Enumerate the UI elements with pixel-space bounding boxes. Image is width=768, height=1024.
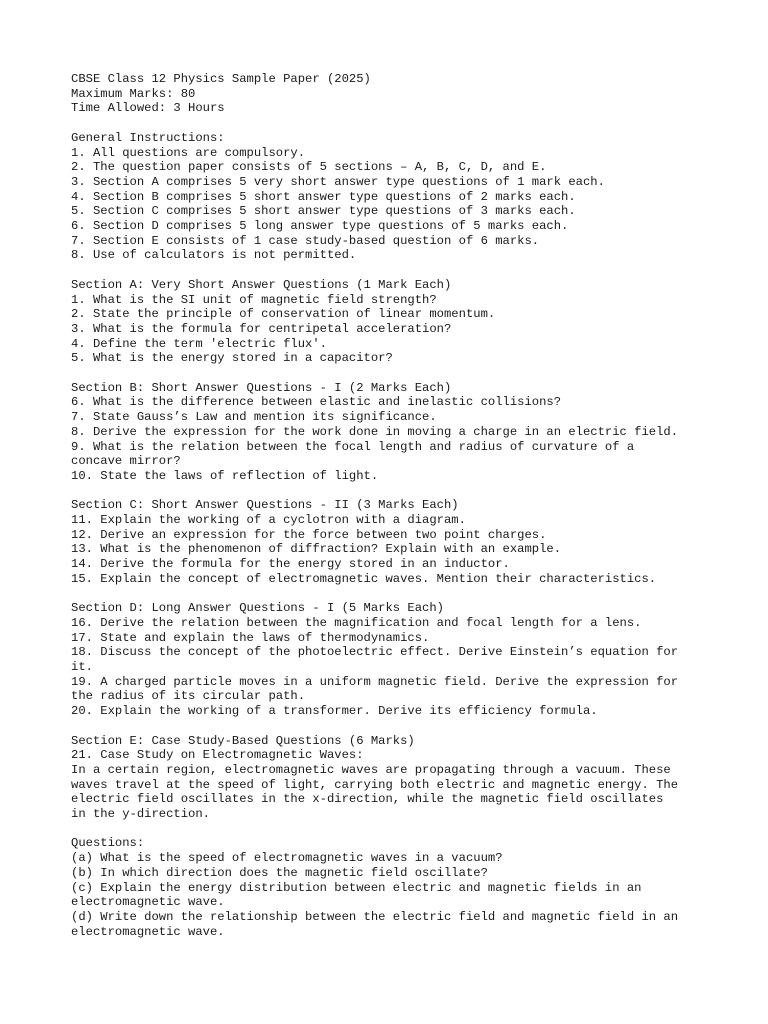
question-line: 9. What is the relation between the focal length and radius of curvature of a [71, 439, 635, 454]
question-line: 2. State the principle of conservation of linear momentum. [71, 307, 496, 322]
case-study-line: In a certain region, electromagnetic waves are propagating through a vacuum. These [71, 762, 671, 777]
paper-title: CBSE Class 12 Physics Sample Paper (2025) [71, 72, 371, 86]
question-line: 19. A charged particle moves in a uniform magnetic field. Derive the expression for [71, 674, 679, 689]
question-line: 17. State and explain the laws of thermodynamics. [71, 630, 430, 645]
section-b-heading: Section B: Short Answer Questions - I (2 Marks Each) [71, 380, 452, 395]
case-study-line: 21. Case Study on Electromagnetic Waves: [71, 748, 364, 763]
question-line: 18. Discuss the concept of the photoelectric effect. Derive Einstein’s equation for [71, 645, 679, 660]
section-a-heading: Section A: Very Short Answer Questions (1 Mark Each) [71, 277, 452, 292]
spacer [71, 366, 711, 381]
question-line: 3. What is the formula for centripetal acceleration? [71, 321, 452, 336]
questions-heading: Questions: [71, 836, 145, 851]
spacer [71, 587, 711, 602]
question-line: 1. What is the SI unit of magnetic field strength? [71, 292, 437, 307]
question-line: (d) Write down the relationship between the electric field and magnetic field in an [71, 909, 679, 924]
instruction-item: 7. Section E consists of 1 case study-based question of 6 marks. [71, 233, 540, 248]
question-line: 5. What is the energy stored in a capacitor? [71, 351, 393, 366]
time-allowed: Time Allowed: 3 Hours [71, 101, 225, 116]
question-line: concave mirror? [71, 454, 181, 469]
instruction-item: 1. All questions are compulsory. [71, 145, 306, 160]
instruction-item: 8. Use of calculators is not permitted. [71, 248, 357, 263]
question-line: electromagnetic wave. [71, 924, 225, 939]
section-b [71, 381, 711, 484]
spacer [71, 263, 711, 278]
section-e-heading: Section E: Case Study-Based Questions (6 Marks) [71, 733, 415, 748]
section-c-heading: Section C: Short Answer Questions - II (3 Marks Each) [71, 498, 459, 513]
case-study-line: waves travel at the speed of light, carrying both electric and magnetic energy. The [71, 777, 679, 792]
section-c [71, 498, 711, 586]
general-instructions [71, 131, 711, 263]
question-line: 12. Derive an expression for the force between two point charges. [71, 527, 547, 542]
section-d [71, 601, 711, 719]
question-line: 6. What is the difference between elastic and inelastic collisions? [71, 395, 562, 410]
spacer [71, 484, 711, 499]
case-study-questions [71, 836, 711, 939]
section-a [71, 278, 711, 366]
spacer [71, 719, 711, 734]
maximum-marks: Maximum Marks: 80 [71, 86, 196, 101]
instruction-item: 2. The question paper consists of 5 sections – A, B, C, D, and E. [71, 160, 547, 175]
question-line: 11. Explain the working of a cyclotron with a diagram. [71, 513, 466, 528]
question-line: (a) What is the speed of electromagnetic waves in a vacuum? [71, 851, 503, 866]
question-line: 10. State the laws of reflection of light. [71, 468, 379, 483]
question-line: it. [71, 660, 93, 675]
section-e [71, 734, 711, 822]
instructions-heading: General Instructions: [71, 130, 225, 145]
instruction-item: 6. Section D comprises 5 long answer type questions of 5 marks each. [71, 219, 569, 234]
instruction-item: 4. Section B comprises 5 short answer type questions of 2 marks each. [71, 189, 576, 204]
question-line: 14. Derive the formula for the energy stored in an inductor. [71, 557, 510, 572]
question-line: electromagnetic wave. [71, 895, 225, 910]
question-line: 13. What is the phenomenon of diffraction? Explain with an example. [71, 542, 562, 557]
question-line: (c) Explain the energy distribution between electric and magnetic fields in an [71, 880, 642, 895]
question-line: the radius of its circular path. [71, 689, 306, 704]
question-line: 7. State Gauss’s Law and mention its significance. [71, 410, 437, 425]
spacer [71, 822, 711, 837]
section-d-heading: Section D: Long Answer Questions - I (5 Marks Each) [71, 601, 444, 616]
case-study-line: in the y-direction. [71, 807, 210, 822]
spacer [71, 116, 711, 131]
case-study-line: electric field oscillates in the x-direction, while the magnetic field oscillates [71, 792, 664, 807]
question-line: 16. Derive the relation between the magnification and focal length for a lens. [71, 615, 642, 630]
question-line: 4. Define the term 'electric flux'. [71, 336, 327, 351]
question-line: (b) In which direction does the magnetic field oscillate? [71, 865, 488, 880]
question-line: 20. Explain the working of a transformer. Derive its efficiency formula. [71, 704, 598, 719]
question-line: 8. Derive the expression for the work done in moving a charge in an electric field. [71, 424, 679, 439]
paper-header [71, 72, 711, 116]
instruction-item: 3. Section A comprises 5 very short answer type questions of 1 mark each. [71, 174, 605, 189]
instruction-item: 5. Section C comprises 5 short answer type questions of 3 marks each. [71, 204, 576, 219]
question-line: 15. Explain the concept of electromagnetic waves. Mention their characteristics. [71, 571, 657, 586]
document-page [71, 72, 711, 939]
